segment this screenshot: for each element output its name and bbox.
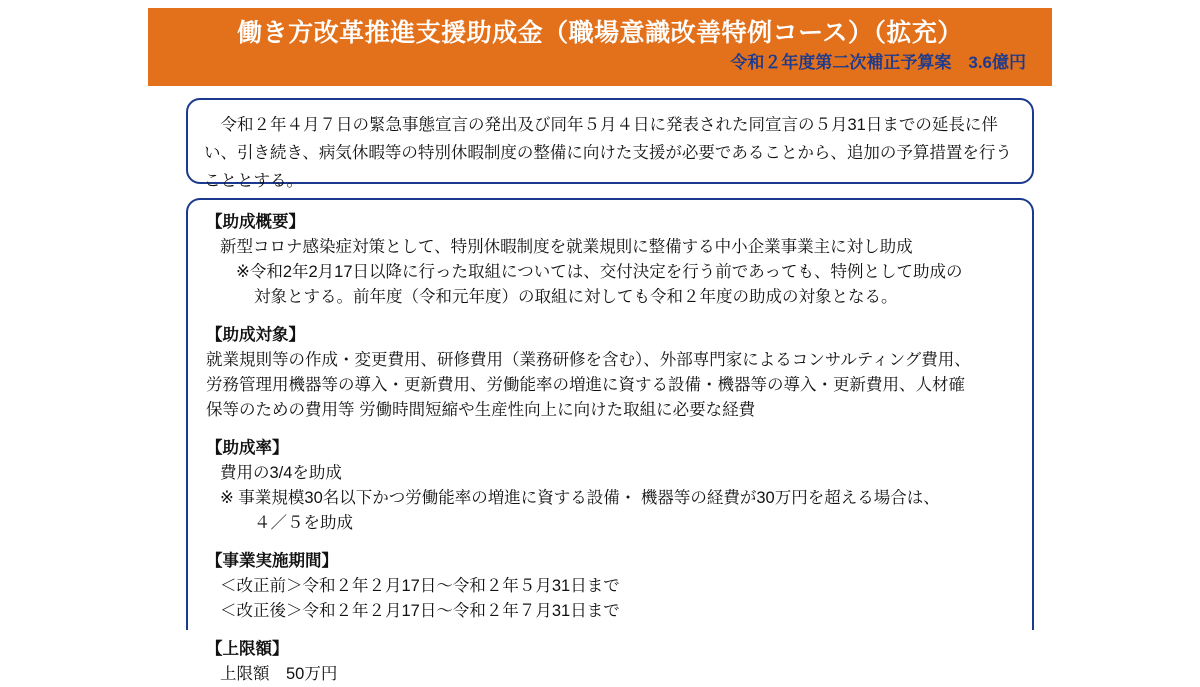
detail-section (206, 210, 1014, 310)
section-line: 新型コロナ感染症対策として、特別休暇制度を就業規則に整備する中小企業事業主に対し助成 (220, 238, 913, 256)
intro-box (186, 98, 1034, 190)
page-title: 働き方改革推進支援助成金（職場意識改善特例コース）（拡充） (237, 19, 963, 47)
section-heading: 【事業実施期間】 (206, 552, 338, 570)
section-line: 対象とする。前年度（令和元年度）の取組に対しても令和２年度の助成の対象となる。 (254, 288, 898, 306)
section-line: ４／５を助成 (254, 514, 353, 532)
section-heading: 【助成率】 (206, 439, 289, 457)
detail-section (206, 637, 1014, 687)
section-heading: 【助成対象】 (206, 326, 305, 344)
details-box (186, 198, 1034, 683)
section-line: ＜改正前＞令和２年２月17日～令和２年５月31日まで (220, 577, 620, 595)
sections-container (206, 210, 1014, 687)
budget-note: 令和２年度第二次補正予算案 3.6億円 (730, 53, 1026, 72)
section-line: ＜改正後＞令和２年２月17日～令和２年７月31日まで (220, 602, 620, 620)
detail-section (206, 436, 1014, 536)
section-line: 費用の3/4を助成 (220, 464, 342, 482)
section-line: 労務管理用機器等の導入・更新費用、労働能率の増進に資する設備・機器等の導入・更新費用、人材確 (206, 376, 965, 394)
section-line: 上限額 50万円 (220, 665, 338, 683)
detail-section (206, 323, 1014, 423)
intro-text: 令和２年４月７日の緊急事態宣言の発出及び同年５月４日に発表された同宣言の５月31日までの延長に伴い、引き続き、病気休暇等の特別休暇制度の整備に向けた支援が必要であることから、追加の予算措置を行うこととする。 (204, 116, 1012, 190)
section-line: 保等のための費用等 労働時間短縮や生産性向上に向けた取組に必要な経費 (206, 401, 756, 419)
section-line: 就業規則等の作成・変更費用、研修費用（業務研修を含む）、外部専門家によるコンサルティング費用、 (206, 351, 971, 369)
header-banner (148, 8, 1052, 86)
section-line: ※ 事業規模30名以下かつ労働能率の増進に資する設備・ 機器等の経費が30万円を超える場合は、 (220, 489, 940, 507)
section-heading: 【助成概要】 (206, 213, 305, 231)
section-line: ※令和2年2月17日以降に行った取組については、交付決定を行う前であっても、特例として助成の (236, 263, 963, 281)
section-heading: 【上限額】 (206, 640, 289, 658)
detail-section (206, 549, 1014, 624)
